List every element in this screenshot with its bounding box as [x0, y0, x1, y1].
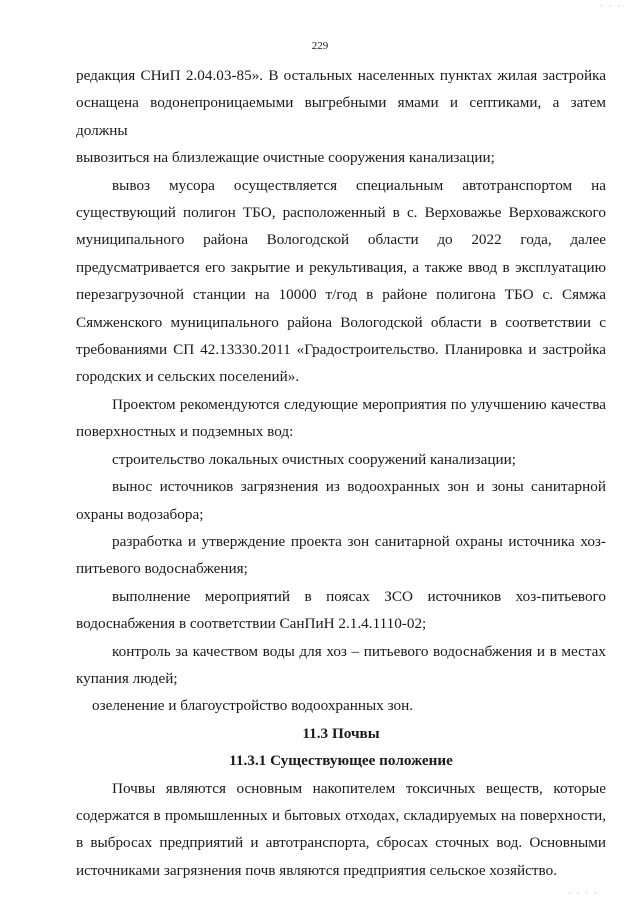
text-line: предусматривается его закрытие и рекультивация, а также ввод в эксплуатацию: [76, 258, 606, 276]
text-line: источниками загрязнения почв являются предприятия сельское хозяйство.: [76, 861, 557, 879]
list-item-landscaping: [76, 692, 606, 719]
scan-artifact-top: · · ·: [600, 2, 622, 11]
text-line: питьевого водоснабжения;: [76, 560, 248, 578]
text-line: купания людей;: [76, 669, 178, 687]
text-line: строительство локальных очистных сооружений канализации;: [112, 450, 516, 468]
text-line: озеленение и благоустройство водоохранных зон.: [92, 697, 414, 715]
paragraph-waste-removal: [76, 172, 606, 391]
page-number: 229: [311, 40, 329, 52]
list-item-zso-measures: [76, 583, 606, 638]
text-line: городских и сельских поселений».: [76, 368, 300, 386]
text-line: существующий полигон ТБО, расположенный в с. Верховажье Верховажского: [76, 204, 606, 222]
list-item-water-quality-control: [76, 638, 606, 693]
text-line: оснащена водонепроницаемыми выгребными ямами и септиками, а затем должны: [76, 94, 606, 139]
scan-artifact-bottom: · · · ·: [568, 889, 599, 898]
text-line: вынос источников загрязнения из водоохранных зон и зоны санитарной: [112, 478, 606, 496]
text-line: вывоз мусора осуществляется специальным автотранспортом на: [112, 176, 606, 194]
text-line: контроль за качеством воды для хоз – питьевого водоснабжения и в местах: [112, 642, 606, 660]
text-line: перезагрузочной станции на 10000 т/год в районе полигона ТБО с. Сямжа: [76, 286, 606, 304]
text-line: вывозиться на близлежащие очистные сооружения канализации;: [76, 149, 495, 167]
paragraph-sewerage-continuation: [76, 62, 606, 172]
section-heading: 11.3 Почвы: [302, 724, 380, 742]
list-item-sanitary-zones-project: [76, 528, 606, 583]
text-line: водоснабжения в соответствии СанПиН 2.1.4.1110-02;: [76, 615, 427, 633]
text-line: Сямженского муниципального района Вологодской области в соответствии с: [76, 313, 606, 331]
document-body: [76, 62, 606, 884]
paragraph-recommendations: [76, 391, 606, 446]
text-line: разработка и утверждение проекта зон санитарной охраны источника хоз-: [112, 532, 606, 550]
text-line: поверхностных и подземных вод:: [76, 423, 294, 441]
text-line: Проектом рекомендуются следующие мероприятия по улучшению качества: [112, 395, 606, 413]
subsection-heading: 11.3.1 Существующее положение: [229, 752, 453, 770]
text-line: муниципального района Вологодской области до 2022 года, далее: [76, 231, 606, 249]
text-line: требованиями СП 42.13330.2011 «Градостроительство. Планировка и застройка: [76, 341, 606, 359]
text-line: содержатся в промышленных и бытовых отходах, складируемых на поверхности,: [76, 806, 606, 824]
paragraph-soils: [76, 775, 606, 885]
text-line: редакция СНиП 2.04.03-85». В остальных населенных пунктах жилая застройка: [76, 67, 606, 84]
text-line: Почвы являются основным накопителем токсичных веществ, которые: [112, 779, 606, 797]
list-item-pollution-sources: [76, 473, 606, 528]
list-item-local-treatment: [76, 446, 606, 473]
text-line: охраны водозабора;: [76, 505, 204, 523]
text-line: выполнение мероприятий в поясах ЗСО источников хоз-питьевого: [112, 587, 606, 605]
text-line: в выбросах предприятий и автотранспорта, сбросах сточных вод. Основными: [76, 834, 606, 852]
